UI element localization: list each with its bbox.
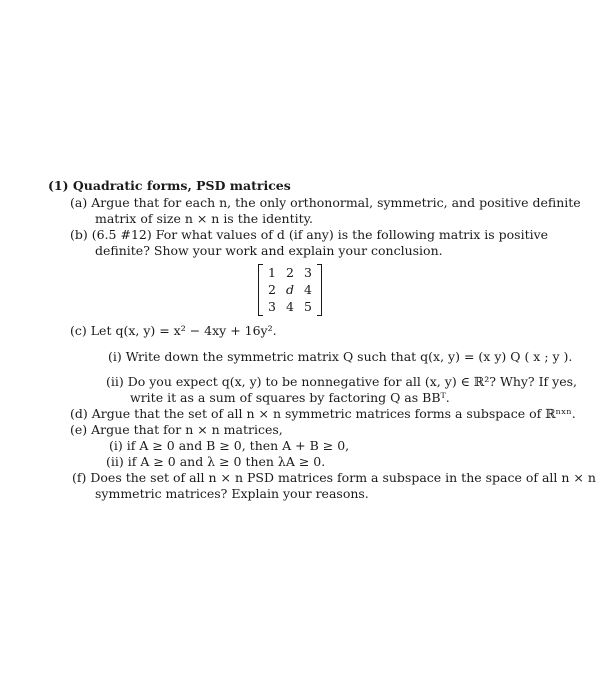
matrix-row [265,265,315,281]
matrix-cell: d [285,282,294,297]
matrix-cell: 3 [268,299,276,314]
matrix-row [265,282,315,298]
matrix-cell: 2 [286,265,294,280]
matrix-right-bracket [317,264,322,316]
problem-heading [48,178,291,194]
part-e-ii: (ii) if A ≥ 0 and λ ≥ 0 then λA ≥ 0. [106,454,326,469]
part-e-line1 [70,422,283,438]
matrix-cell: 1 [268,265,276,280]
part-b-text1: (6.5 #12) For what values of d (if any) is the following matrix is positive [91,227,549,242]
problem-number: (1) [48,178,69,193]
matrix-cell: 3 [304,265,312,280]
part-f-label: (f) [72,470,87,485]
matrix-row [265,299,315,315]
matrix [258,264,322,316]
part-f-line1 [72,470,596,486]
matrix-cell: 2 [268,282,276,297]
part-b-line1 [70,227,548,243]
matrix-cell: 5 [304,299,312,314]
part-a-text1: Argue that for each n, the only orthonormal, symmetric, and positive definite [91,195,581,210]
part-a-line1 [70,195,581,211]
part-c-ii-line1: (ii) Do you expect q(x, y) to be nonnegative for all (x, y) ∈ ℝ²? Why? If yes, [106,374,577,389]
part-f-line2: symmetric matrices? Explain your reasons. [95,486,369,501]
part-b-label: (b) [70,227,88,242]
part-e-text1: Argue that for n × n matrices, [91,422,283,437]
part-e-label: (e) [70,422,88,437]
part-a-label: (a) [70,195,88,210]
part-c-label: (c) [70,323,87,338]
part-c-i: (i) Write down the symmetric matrix Q such that q(x, y) = (x y) Q ( x ; y ). [108,349,573,364]
matrix-cell: 4 [304,282,312,297]
problem-title: Quadratic forms, PSD matrices [72,178,291,193]
matrix-left-bracket [258,264,263,316]
part-d-line1 [70,406,576,422]
part-e-i: (i) if A ≥ 0 and B ≥ 0, then A + B ≥ 0, [109,438,350,453]
matrix-cell: 4 [286,299,294,314]
part-c-line1 [70,323,277,339]
part-d-text1: Argue that the set of all n × n symmetric matrices forms a subspace of ℝⁿˣⁿ. [91,406,576,421]
part-d-label: (d) [70,406,88,421]
part-f-text1: Does the set of all n × n PSD matrices form a subspace in the space of all n × n [90,470,596,485]
part-a-line2: matrix of size n × n is the identity. [95,211,314,226]
part-b-line2: definite? Show your work and explain your conclusion. [95,243,443,258]
part-c-text1: Let q(x, y) = x² − 4xy + 16y². [90,323,277,338]
part-c-ii-line2: write it as a sum of squares by factoring Q as BBᵀ. [130,390,450,405]
